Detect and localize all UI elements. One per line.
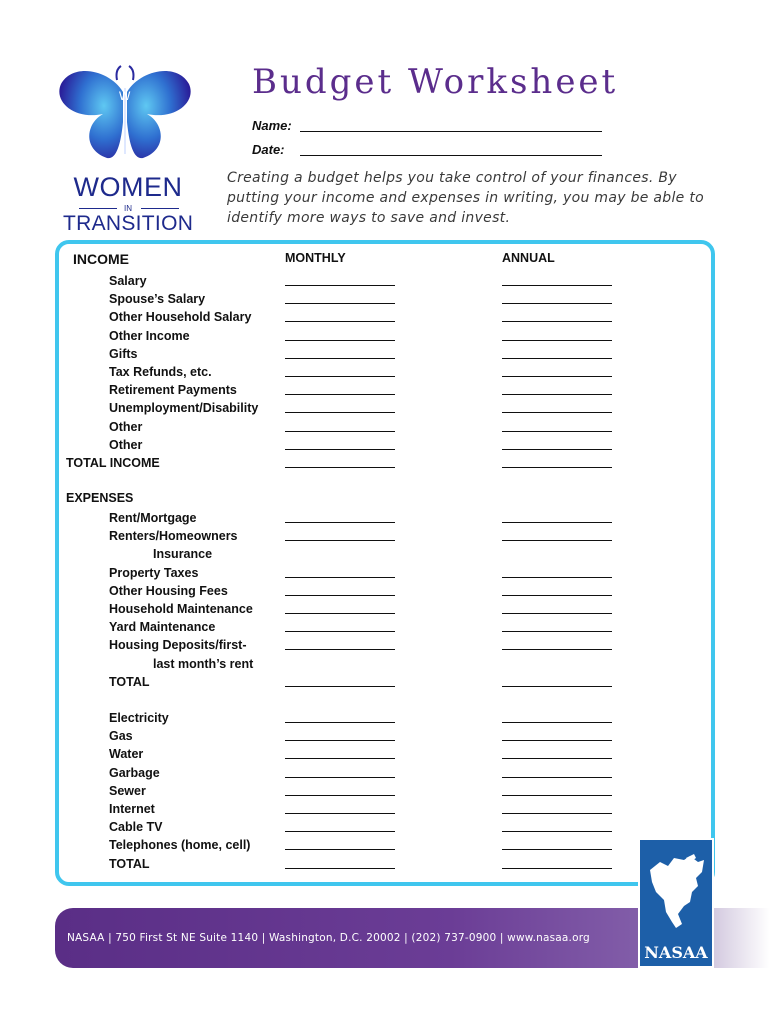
total-income-annual-blank[interactable] [502,467,612,468]
housing-item-monthly-blank[interactable] [285,522,395,523]
utility-item-monthly-blank[interactable] [285,831,395,832]
utility-item-monthly-blank[interactable] [285,813,395,814]
income-item-annual-blank[interactable] [502,303,612,304]
date-line[interactable] [300,155,602,156]
housing-item-annual-blank[interactable] [502,577,612,578]
nasaa-logo-text: NASAA [644,943,708,962]
utility-item: TOTAL [109,856,150,871]
housing-item-monthly-blank[interactable] [285,686,395,687]
income-item-annual-blank[interactable] [502,285,612,286]
housing-item: Renters/Homeowners [109,529,238,544]
utility-item-monthly-blank[interactable] [285,868,395,869]
expenses-heading: EXPENSES [66,491,134,505]
housing-item-annual-blank[interactable] [502,686,612,687]
income-item-annual-blank[interactable] [502,431,612,432]
housing-item-monthly-blank[interactable] [285,540,395,541]
housing-item-monthly-blank[interactable] [285,649,395,650]
page-title: Budget Worksheet [252,62,619,102]
housing-item-monthly-blank[interactable] [285,595,395,596]
income-item-annual-blank[interactable] [502,321,612,322]
utility-item-monthly-blank[interactable] [285,740,395,741]
housing-item-annual-blank[interactable] [502,631,612,632]
utility-item-annual-blank[interactable] [502,813,612,814]
north-america-map-icon [646,852,708,938]
income-item: Retirement Payments [109,383,237,398]
utility-item: Cable TV [109,820,163,835]
income-item: Other [109,419,143,434]
women-in-transition-logo [55,62,195,235]
date-field[interactable] [252,142,285,157]
nasaa-logo [638,838,714,968]
housing-item: Housing Deposits/first- [109,638,247,653]
income-item-monthly-blank[interactable] [285,358,395,359]
utility-item-annual-blank[interactable] [502,831,612,832]
annual-heading: ANNUAL [502,251,555,265]
income-item: Unemployment/Disability [109,401,259,416]
utility-item-annual-blank[interactable] [502,722,612,723]
income-item-monthly-blank[interactable] [285,394,395,395]
income-item-monthly-blank[interactable] [285,449,395,450]
utility-item-annual-blank[interactable] [502,777,612,778]
housing-item-monthly-blank[interactable] [285,631,395,632]
income-item-monthly-blank[interactable] [285,340,395,341]
housing-item-annual-blank[interactable] [502,613,612,614]
income-item-annual-blank[interactable] [502,394,612,395]
utility-item: Sewer [109,783,146,798]
income-item: Gifts [109,346,138,361]
logo-transition-text: TRANSITION [63,212,194,235]
income-item-annual-blank[interactable] [502,376,612,377]
utility-item: Electricity [109,711,169,725]
intro-text: Creating a budget helps you take control of your finances. By putting your income and expenses in writing, you may be able to identify more ways to save and invest. [227,170,705,226]
housing-item-continued: Insurance [153,547,213,562]
income-item: Salary [109,274,147,288]
income-heading: INCOME [73,251,129,267]
logo-in-text: IN [124,204,132,213]
footer-contact: NASAA | 750 First St NE Suite 1140 | Washington, D.C. 20002 | (202) 737-0900 | www.nasaa.org [67,932,590,944]
income-item: Spouse’s Salary [109,292,206,307]
date-label: Date: [252,142,285,157]
utility-item-annual-blank[interactable] [502,740,612,741]
housing-item: Rent/Mortgage [109,511,197,525]
logo-women-text: WOMEN [73,172,183,202]
total-income-label: TOTAL INCOME [66,456,160,470]
utility-item-monthly-blank[interactable] [285,849,395,850]
utility-item-monthly-blank[interactable] [285,758,395,759]
income-item-annual-blank[interactable] [502,340,612,341]
total-income-monthly-blank[interactable] [285,467,395,468]
logo-rule-right [141,208,179,209]
butterfly-icon [55,62,195,172]
name-line[interactable] [300,131,602,132]
utility-item: Internet [109,802,155,816]
utility-item-monthly-blank[interactable] [285,777,395,778]
housing-item-annual-blank[interactable] [502,522,612,523]
utility-item: Water [109,747,144,762]
income-item-monthly-blank[interactable] [285,285,395,286]
housing-item: TOTAL [109,674,150,689]
housing-item-annual-blank[interactable] [502,649,612,650]
utility-item: Gas [109,729,133,744]
housing-item-monthly-blank[interactable] [285,613,395,614]
utility-item: Telephones (home, cell) [109,838,251,853]
housing-item-annual-blank[interactable] [502,595,612,596]
utility-item-annual-blank[interactable] [502,758,612,759]
income-item-monthly-blank[interactable] [285,303,395,304]
income-item-monthly-blank[interactable] [285,376,395,377]
income-item: Other Household Salary [109,310,252,325]
housing-item: Property Taxes [109,565,199,580]
housing-item: Yard Maintenance [109,620,216,635]
name-label: Name: [252,118,292,133]
housing-item-annual-blank[interactable] [502,540,612,541]
utility-item-monthly-blank[interactable] [285,795,395,796]
housing-item: Household Maintenance [109,602,253,616]
name-field[interactable] [252,118,292,133]
income-item-monthly-blank[interactable] [285,321,395,322]
income-item-annual-blank[interactable] [502,412,612,413]
svg-text:W: W [119,89,131,103]
monthly-heading: MONTHLY [285,251,346,265]
utility-item-annual-blank[interactable] [502,795,612,796]
utility-item-annual-blank[interactable] [502,868,612,869]
utility-item-monthly-blank[interactable] [285,722,395,723]
housing-item: Other Housing Fees [109,583,228,598]
income-item-annual-blank[interactable] [502,449,612,450]
income-item: Other [109,437,143,452]
income-item: Tax Refunds, etc. [109,365,212,379]
housing-item-continued: last month’s rent [153,656,254,671]
income-item-monthly-blank[interactable] [285,431,395,432]
income-item: Other Income [109,328,190,343]
income-item-monthly-blank[interactable] [285,412,395,413]
income-item-annual-blank[interactable] [502,358,612,359]
housing-item-monthly-blank[interactable] [285,577,395,578]
utility-item-annual-blank[interactable] [502,849,612,850]
utility-item: Garbage [109,765,160,780]
